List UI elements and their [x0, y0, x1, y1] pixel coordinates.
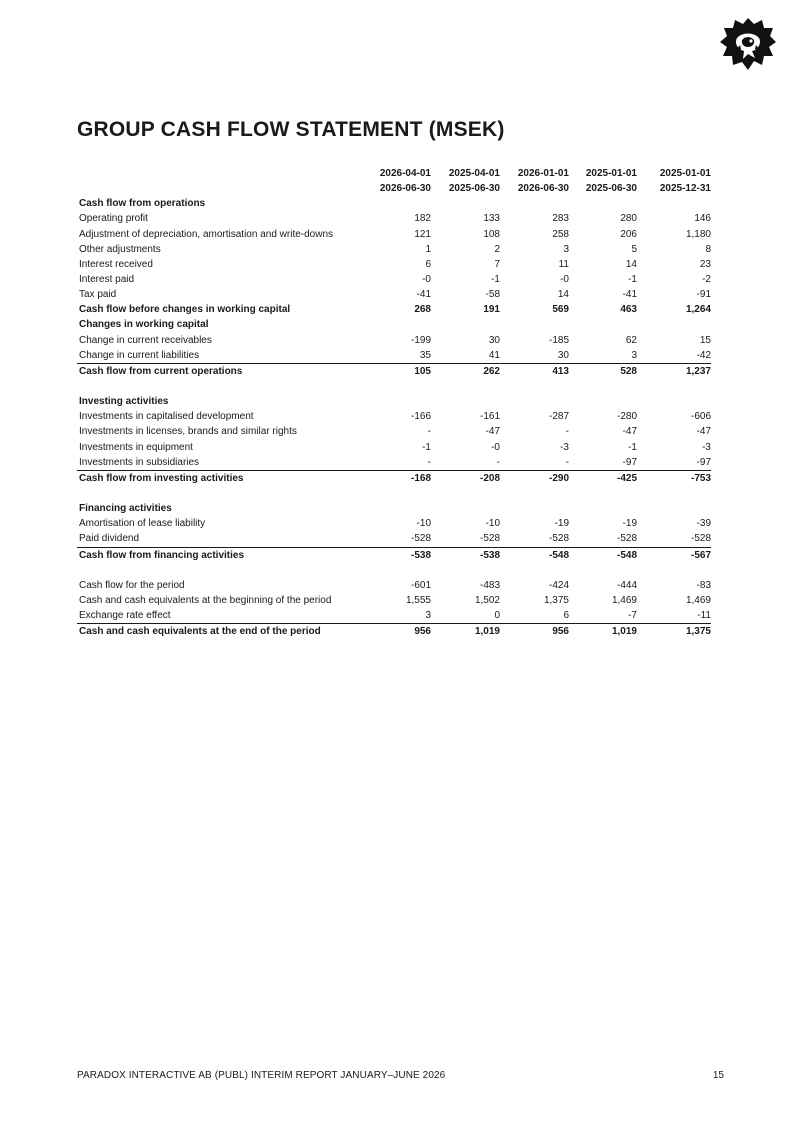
row-label: Exchange rate effect [79, 610, 171, 622]
row-value [569, 486, 637, 501]
row-value: 280 [620, 213, 637, 225]
period-end: 2025-12-31 [659, 183, 711, 195]
row-value: 3 [563, 243, 569, 255]
row-value: - [565, 426, 569, 438]
row-value: -424 [548, 579, 569, 591]
row-label: Amortisation of lease liability [79, 518, 206, 530]
table-row [77, 547, 711, 563]
row-value: -91 [696, 289, 711, 301]
period-end: 2026-06-30 [517, 183, 569, 195]
row-value: 262 [431, 363, 500, 379]
header-row-start [77, 166, 711, 181]
row-value: 121 [414, 228, 431, 240]
row-value: 569 [552, 304, 569, 316]
row-value: 2 [494, 243, 500, 255]
row-value: -528 [548, 533, 569, 545]
row-value: 956 [363, 624, 431, 640]
row-value: - [427, 456, 431, 468]
table-row [77, 409, 711, 424]
period-start: 2025-04-01 [448, 168, 500, 180]
table-row [77, 593, 711, 608]
spacer-row [77, 563, 711, 578]
row-value: -0 [491, 441, 500, 453]
row-label: Cash flow for the period [79, 579, 185, 591]
row-value: -483 [479, 579, 500, 591]
row-value: -601 [410, 579, 431, 591]
row-value: 956 [500, 624, 569, 640]
row-label: Changes in working capital [79, 319, 209, 331]
row-label: Financing activities [79, 503, 172, 515]
table-row [77, 272, 711, 287]
row-value [569, 196, 637, 211]
row-label: Investing activities [79, 396, 169, 408]
row-value: 258 [552, 228, 569, 240]
row-value [363, 317, 431, 332]
row-value: 283 [552, 213, 569, 225]
row-value: -42 [696, 349, 711, 361]
row-value [569, 563, 637, 578]
header-label-cell [77, 166, 363, 181]
table-row [77, 424, 711, 439]
row-value: 3 [631, 349, 637, 361]
row-label: Cash flow from investing activities [77, 470, 363, 486]
row-value: -19 [554, 518, 569, 530]
row-value: -444 [616, 579, 637, 591]
period-end: 2026-06-30 [379, 183, 431, 195]
row-label: Change in current liabilities [79, 349, 200, 361]
row-value: -97 [622, 456, 637, 468]
row-value: 1,555 [405, 595, 431, 606]
row-label: Adjustment of depreciation, amortisation and write-downs [79, 228, 334, 240]
row-value: -1 [491, 274, 500, 286]
table-row [77, 333, 711, 348]
footer-text: PARADOX INTERACTIVE AB (PUBL) INTERIM REPORT JANUARY–JUNE 2026 [77, 1070, 446, 1081]
row-value: -290 [500, 470, 569, 486]
table-row [77, 302, 711, 317]
section-heading-row [77, 196, 711, 211]
row-value: 1,180 [685, 228, 711, 240]
row-value: -47 [622, 426, 637, 438]
period-end: 2025-06-30 [448, 183, 500, 195]
row-value: 108 [483, 228, 500, 240]
row-value: -287 [548, 411, 569, 423]
row-value: -1 [628, 274, 637, 286]
row-label: Investments in capitalised development [79, 411, 254, 423]
row-value: -41 [622, 289, 637, 301]
row-value: 1,375 [543, 595, 569, 606]
row-value: 1,019 [569, 624, 637, 640]
row-value: 30 [488, 334, 500, 346]
row-value: -528 [616, 533, 637, 545]
row-value: 133 [483, 213, 500, 225]
row-value: 11 [558, 258, 569, 270]
row-value: -7 [628, 610, 637, 622]
row-value [431, 501, 500, 516]
row-value: -567 [637, 547, 711, 563]
row-value: 268 [414, 304, 431, 316]
period-start: 2025-01-01 [585, 168, 637, 180]
row-value: -2 [702, 274, 711, 286]
row-value: 413 [500, 363, 569, 379]
row-value [500, 394, 569, 409]
row-value: 191 [483, 304, 500, 316]
row-value: 1 [425, 243, 431, 255]
row-value: 6 [425, 258, 431, 270]
table-row [77, 227, 711, 242]
row-value: 30 [557, 349, 569, 361]
cash-flow-table [77, 166, 711, 639]
spacer-row [77, 379, 711, 394]
row-value: 62 [625, 334, 637, 346]
row-label: Change in current receivables [79, 334, 212, 346]
row-label: Cash flow from operations [79, 198, 206, 210]
paradox-dragon-logo-icon [718, 14, 778, 74]
row-value [637, 379, 711, 394]
row-value: 1,264 [685, 304, 711, 316]
row-value: -58 [485, 289, 500, 301]
row-value: -199 [410, 334, 431, 346]
row-value: 206 [620, 228, 637, 240]
row-value: 528 [569, 363, 637, 379]
row-value [637, 196, 711, 211]
row-value: 14 [625, 258, 637, 270]
row-value: 3 [425, 610, 431, 622]
row-value: 23 [699, 258, 711, 270]
row-value: -3 [702, 441, 711, 453]
row-value: -10 [416, 518, 431, 530]
row-value [431, 394, 500, 409]
row-value: -10 [485, 518, 500, 530]
row-value [569, 394, 637, 409]
row-value: 1,502 [474, 595, 500, 606]
row-value [431, 379, 500, 394]
row-value: -168 [363, 470, 431, 486]
row-value: -47 [696, 426, 711, 438]
row-label: Other adjustments [79, 243, 161, 255]
row-value: 1,375 [637, 624, 711, 640]
row-value: -166 [410, 411, 431, 423]
table-row [77, 608, 711, 624]
row-label: Cash flow from current operations [77, 363, 363, 379]
row-label [77, 379, 363, 394]
row-value: -548 [569, 547, 637, 563]
page-title: GROUP CASH FLOW STATEMENT (MSEK) [77, 118, 505, 141]
row-value: -538 [431, 547, 500, 563]
table-row [77, 455, 711, 471]
row-value: - [427, 426, 431, 438]
row-value: 1,469 [611, 595, 637, 606]
row-value [363, 501, 431, 516]
row-label: Cash flow from financing activities [77, 547, 363, 563]
row-value: -97 [696, 456, 711, 468]
table-row [77, 578, 711, 593]
row-value: 14 [557, 289, 569, 301]
section-heading-row [77, 317, 711, 332]
period-start: 2025-01-01 [659, 168, 711, 180]
row-value: - [565, 456, 569, 468]
row-label: Investments in subsidiaries [79, 456, 200, 468]
row-value [363, 563, 431, 578]
row-label: Investments in licenses, brands and similar rights [79, 426, 297, 438]
page-number: 15 [712, 1070, 724, 1081]
row-value: -606 [690, 411, 711, 423]
row-value: -161 [479, 411, 500, 423]
row-label: Cash and cash equivalents at the beginning of the period [79, 595, 332, 606]
row-value: -19 [622, 518, 637, 530]
row-label: Interest paid [79, 274, 135, 286]
row-value [500, 486, 569, 501]
row-value: 15 [699, 334, 711, 346]
spacer-row [77, 486, 711, 501]
row-value [500, 196, 569, 211]
row-label: Paid dividend [79, 533, 140, 545]
row-label: Cash and cash equivalents at the end of the period [77, 624, 363, 640]
section-heading-row [77, 501, 711, 516]
row-value [637, 394, 711, 409]
row-value [500, 563, 569, 578]
section-heading-row [77, 394, 711, 409]
row-label: Interest received [79, 258, 153, 270]
row-value: -185 [548, 334, 569, 346]
row-value [637, 563, 711, 578]
row-value: -0 [422, 274, 431, 286]
row-value [637, 501, 711, 516]
row-value: -1 [422, 441, 431, 453]
table-row [77, 242, 711, 257]
row-value: 105 [363, 363, 431, 379]
row-value [363, 196, 431, 211]
row-value: 1,019 [431, 624, 500, 640]
row-value: -208 [431, 470, 500, 486]
row-value [500, 317, 569, 332]
row-value: -47 [485, 426, 500, 438]
row-value: -528 [410, 533, 431, 545]
row-value [569, 501, 637, 516]
row-value: 41 [488, 349, 500, 361]
row-value [431, 563, 500, 578]
row-value: 1,469 [685, 595, 711, 606]
row-value: -280 [616, 411, 637, 423]
row-value: 8 [705, 243, 711, 255]
table-row [77, 257, 711, 272]
table-row [77, 287, 711, 302]
row-label [77, 563, 363, 578]
row-value: 6 [563, 610, 569, 622]
row-value: -538 [363, 547, 431, 563]
period-end: 2025-06-30 [585, 183, 637, 195]
table-row [77, 363, 711, 379]
row-value: -753 [637, 470, 711, 486]
row-value: -548 [500, 547, 569, 563]
row-value [500, 501, 569, 516]
row-value [637, 486, 711, 501]
row-value: -39 [696, 518, 711, 530]
row-value [363, 379, 431, 394]
row-value: 1,237 [637, 363, 711, 379]
row-value: -528 [690, 533, 711, 545]
row-value [431, 486, 500, 501]
row-value: 146 [694, 213, 711, 225]
row-value [569, 379, 637, 394]
row-value: 182 [414, 213, 431, 225]
table-row [77, 440, 711, 455]
header-label-cell [77, 181, 363, 196]
table-row [77, 211, 711, 226]
row-label: Cash flow before changes in working capital [79, 304, 291, 316]
row-value: 0 [494, 610, 500, 622]
row-value: - [496, 456, 500, 468]
row-value [363, 486, 431, 501]
row-value: -11 [697, 610, 711, 622]
row-value [363, 394, 431, 409]
row-value: -0 [560, 274, 569, 286]
table-row [77, 470, 711, 486]
table-row [77, 531, 711, 547]
row-value: -528 [479, 533, 500, 545]
row-value [431, 196, 500, 211]
period-start: 2026-01-01 [517, 168, 569, 180]
row-value: 35 [419, 349, 431, 361]
period-start: 2026-04-01 [379, 168, 431, 180]
row-value: -3 [560, 441, 569, 453]
row-value: -83 [696, 579, 711, 591]
row-value [637, 317, 711, 332]
table-row [77, 516, 711, 531]
table-row [77, 624, 711, 640]
row-value [500, 379, 569, 394]
row-value [431, 317, 500, 332]
row-label [77, 486, 363, 501]
row-value: -425 [569, 470, 637, 486]
row-value: -41 [416, 289, 431, 301]
row-value: 463 [620, 304, 637, 316]
row-value [569, 317, 637, 332]
header-row-end [77, 181, 711, 196]
row-label: Operating profit [79, 213, 148, 225]
row-value: 7 [494, 258, 500, 270]
table-row [77, 348, 711, 364]
row-label: Tax paid [79, 289, 117, 301]
row-value: -1 [628, 441, 637, 453]
row-value: 5 [631, 243, 637, 255]
row-label: Investments in equipment [79, 441, 193, 453]
